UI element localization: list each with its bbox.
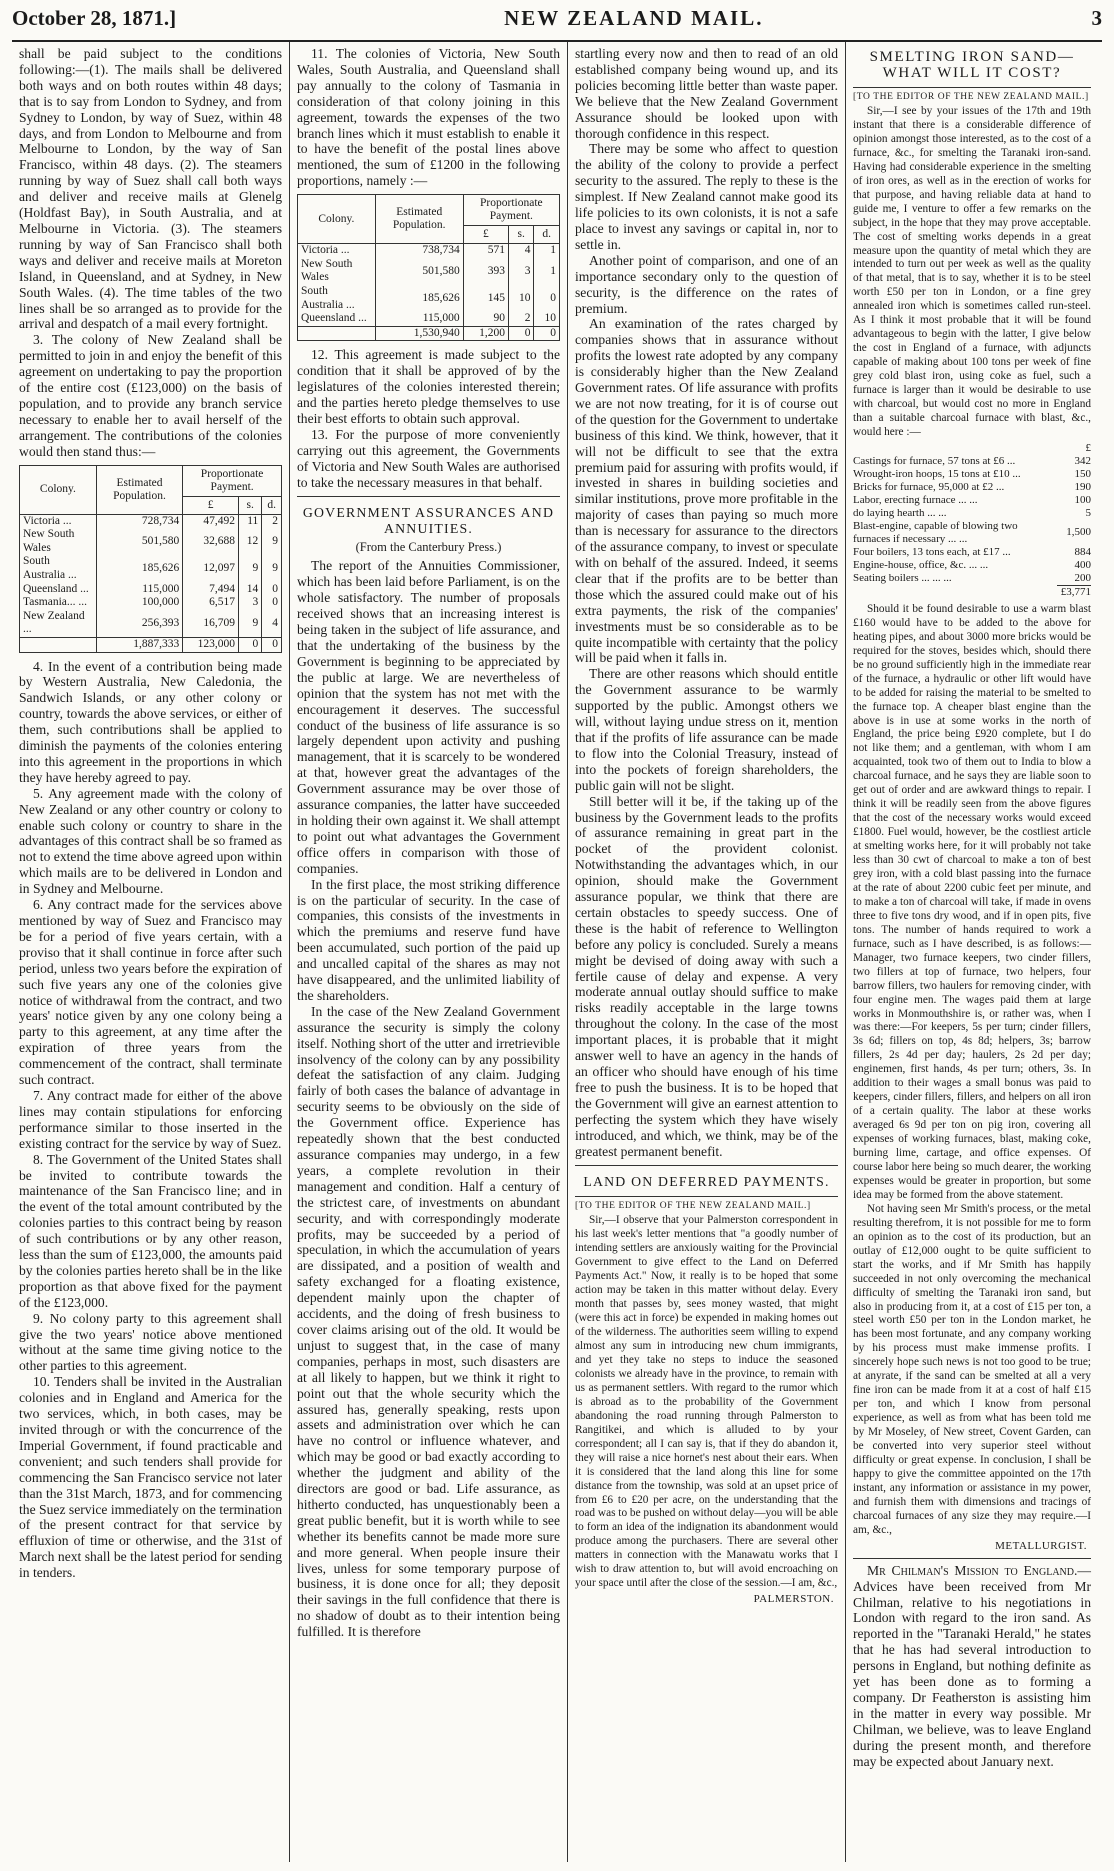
issue-date: October 28, 1871.] bbox=[12, 6, 177, 30]
article-paragraph: 8. The Government of the United States shall be invited to contribute towards the maintenance of the San Francisco line; and in the event of the total amount contributed by the colonies parties to this contract being by reason of such contributions or by any other reason, less than the sum of £123,000, the amounts paid by the colonies parties hereto shall be in the like proportion as that above fixed for the payment of the £123,000. bbox=[19, 1151, 282, 1310]
cell-shillings: 2 bbox=[508, 312, 533, 326]
cost-amount: 1,500 bbox=[1066, 526, 1091, 539]
cell-shillings-total: 0 bbox=[239, 637, 262, 652]
cell-pence: 9 bbox=[262, 528, 282, 555]
unit-pounds: £ bbox=[183, 496, 239, 514]
cost-item bbox=[853, 585, 1057, 599]
article-paragraph: 5. Any agreement made with the colony of New Zealand or any other country or colony to enable such colony or country to share in the advantages of this contract shall be so framed as not to extend the time above agreed upon within which mails are to be delivered in London and in Sydney and Melbourne. bbox=[19, 785, 282, 897]
cell-pounds: 16,709 bbox=[183, 610, 239, 638]
cell-colony: South Australia ... bbox=[20, 555, 97, 582]
cell-colony: Victoria ... bbox=[20, 514, 97, 528]
table-header-colony: Colony. bbox=[298, 195, 376, 244]
letter-address: [TO THE EDITOR OF THE NEW ZEALAND MAIL.] bbox=[575, 1201, 811, 1212]
cell-colony: Tasmania... ... bbox=[20, 596, 97, 610]
divider bbox=[853, 1558, 1091, 1559]
article-paragraph: 3. The colony of New Zealand shall be permitted to join in and enjoy the benefit of this agreement on undertaking to pay the proportion of the entire cost (£123,000) on the basis of population, and to provide any branch service necessary to enable her to avail herself of the arrangement. The contributions of the colonies would then stand thus:— bbox=[19, 332, 282, 459]
table-row bbox=[298, 285, 560, 312]
article-paragraph: There may be some who affect to question the ability of the colony to provide a perfect security to the assured. The reply to these is the simplest. If New Zealand cannot make good its life policies to its own colonists, it is not a safe place to invest any savings or capital in, nor to settle in. bbox=[575, 141, 838, 252]
cell-pounds: 47,492 bbox=[183, 514, 239, 528]
article-paragraph: In the first place, the most striking difference is on the particular of security. In the case of companies, this consists of the investments in which the premiums and reserve fund have been accumulated, such portion of the paid up and uncalled capital of the shares as may not have disappeared, and the unlimited liability of the shareholders. bbox=[297, 876, 560, 1003]
tasmania-payment-table bbox=[297, 194, 560, 341]
cost-item bbox=[853, 442, 1057, 455]
article-paragraph: An examination of the rates charged by companies shows that in assurance without profits the lowest rate adopted by any company is considerably higher than the New Zealand Government rates. Of life assurance with profits we are not now treating, for it is of course out of the question for the Government to undertake business of this kind. We think, however, that it will not be difficult to see that the extra premium paid for assuring with profits would, if invested in shares in building societies and similar institutions, prove more profitable in the majority of cases than paying so much more than is necessary for assurance to the directors of the assurance company, to invest or speculate with on behalf of the assured. Indeed, it seems clear that if the profits are to be better than those which the assured could make out of his extra payments, the risk of the companies' investments must be so considerable as to be quite incompatible with certainty that the policy will be paid when it falls in. bbox=[575, 316, 838, 666]
letter-paragraph: Not having seen Mr Smith's process, or the metal resulting therefrom, it is not possible for me to form an opinion as to the cost of its production, but an outlay of £12,000 ought to be quite sufficient to start the works, and if Mr Smith has happily succeeded in not only overcoming the mechanical difficulty of smelting the Taranaki iron sand, but also in producing from it, at a cost of £15 per ton, a steel worth £50 per ton in the London market, he has been most fortunate, and any company working by his process must make immense profits. I sincerely hope such news is not too good to be true; at anyrate, if the sand can be smelted at all a very fine iron can be made from it at a cost of half £15 per ton, and which I know from personal experience, as well as from what has been told me by Mr Moseley, of New street, Covent Garden, can be converted into very superior steel without difficulty or great expense. In conclusion, I shall be happy to give the committee appointed on the 17th instant, any information or assistance in my power, and furnish them with dimensions and tracings of charcoal furnaces of any size they may require.—I am, &c., bbox=[853, 1202, 1091, 1536]
article-paragraph: Still better will it be, if the taking up of the business by the Government leads to the profits of assurance remaining in great part in the pocket of the provident colonist. Notwithstanding the advantages which, in our opinion, should make the Government assurance popular, we think that there are certain obstacles to speedy success. One of these is the habit of reference to Wellington before any policy is concluded. Surely a means might be devised of doing away with such a fertile cause of delay and expense. A very moderate annual outlay should suffice to make risks readily acceptable in the large towns throughout the colony. In the case of the most important places, it is probable that it might answer well to have an agency in the hands of an officer who should have enough of his time free to push the business. It is to be hoped that the Government will give an earnest attention to perfecting the system which they have wisely introduced, and which, we think, may be of the greatest permanent benefit. bbox=[575, 793, 838, 1159]
page-number: 3 bbox=[1091, 6, 1102, 30]
cell-pounds-total: 123,000 bbox=[183, 637, 239, 652]
article-paragraph: 10. Tenders shall be invited in the Australian colonies and in England and America for the two services, which, in both cases, may be invited through or with the concurrence of the Imperial Government, if found practicable and convenient; and such tenders shall provide for commencing the San Francisco service not later than the 31st March, 1873, and for commencing the Suez service immediately on the termination of the present contract for that service by effluxion of time or otherwise, and the 31st of March next shall be the latest period for sending in tenders. bbox=[19, 1374, 282, 1581]
cost-item: do laying hearth ... ... bbox=[853, 506, 947, 519]
table-row bbox=[20, 583, 282, 597]
article-paragraph: 7. Any contract made for either of the above lines may contain stipulations for enforcing performance similar to those inserted in the existing contract for the service by way of Suez. bbox=[19, 1087, 282, 1151]
divider bbox=[297, 496, 560, 497]
masthead bbox=[12, 0, 1102, 42]
cell-pence: 0 bbox=[262, 583, 282, 597]
cell-pounds: 571 bbox=[463, 244, 508, 258]
cell-shillings: 12 bbox=[239, 528, 262, 555]
divider bbox=[575, 1165, 838, 1166]
cost-item: Four boilers, 13 tons each, at £17 ... bbox=[853, 545, 1011, 558]
cell-shillings: 3 bbox=[239, 596, 262, 610]
letter-paragraph: Sir,—I observe that your Palmerston correspondent in his last week's letter mentions that "a goodly number of intending settlers are anxiously waiting for the Provincial Government to give effect to the Land on Deferred Payments Act." Now, it really is to be hoped that some action may be taken in this matter without delay. Every month that passes by, sees money wasted, that might (were this act in force) be expended in making homes out of the wilderness. The authorities seem willing to expend almost any sum in introducing new chum immigrants, and yet they take no steps to induce the seasoned colonists we already have in the province, to remain with us as permanent settlers. With regard to the rumor which is abroad as to the probability of the Government abandoning the road running through Palmerston to Rangitikei, and which is alluded to by your correspondent; all I can say is, that if they do abandon it, they will raise a nice hornet's nest about their ears. When it is considered that the land along this line for some distance from the township, was sold at an upset price of from £6 to £20 per acre, on the understanding that the road was to be pushed on without delay—you will be able to form an idea of the indignation its abandonment would produce among the purchasers. There are several other matters in connection with the Manawatu works that I wish to draw attention to, but will avoid encroaching on your space until after the close of the session.—I am, &c., bbox=[575, 1214, 838, 1590]
letter-paragraph: Should it be found desirable to use a warm blast £160 would have to be added to the above for heating pipes, and about 3000 more bricks would be required for the stoves, besides which, should there be no ground sufficiently high in the immediate rear of the furnace, a hydraulic or other lift would have to be added for raising the material to be smelted to the furnace top. A cheaper blast engine than the above is in use at some works in the north of England, the price being £920 complete, but I do not like them; and a gentleman, with whom I am acquainted, took two of them out to India to blow a charcoal furnace, and he says they are liable soon to get out of order and are awkward things to repair. I think it will be readily seen from the above figures that the cost of the necessary works would exceed £1800. Fuel would, however, be the costliest article at smelting works here, for it will probably not take less than 30 cwt of charcoal to make a ton of best grey iron, with a cold blast passing into the furnace at the rate of about 2200 cubic feet per minute, and to make a ton of charcoal will take, if made in ovens three to five tons dry wood, and if in open pits, five tons. The number of hands required to work a furnace, such as I have described, is as follows:—Manager, two furnace keepers, two cinder fillers, two fillers at top of furnace, two helpers, four barrow fillers, two haulers for removing cinder, with four engine men. The wages paid them at large works in Monmouthshire is, or rather was, when I was there:—For keepers, 5s per turn; cinder fillers, 3s 6d; fillers on top, 4s 8d; helpers, 3s; barrow fillers, 2s 4d per day; haulers, 2s 2d per day; enginemen, first hands, 4s per turn; others, 3s. In addition to their wages a small bonus was paid to keepers, cinder fillers, fillers, and helpers on all iron of a certain quality. The labor at these works averaged 6s 9d per ton on pig iron, covering all expenses of working furnaces, blast, making coke, burning lime, cartage, and office expenses. Of course labor here being so much dearer, the working expenses would be greater in proportion, but some idea may be formed from the above statement. bbox=[853, 602, 1091, 1201]
article-paragraph: shall be paid subject to the conditions following:—(1). The mails shall be delivered both ways and on both routes within 48 days; that is to say from London to Sydney, and from Sydney to London, by way of Suez, within 48 days, and from London to Melbourne and from Melbourne to London, by the way of San Francisco, within 48 days. (2). The steamers running by way of Suez shall call both ways and deliver and receive mails at Glenelg (Holdfast Bay), in South Australia, and at Melbourne in Victoria. (3). The steamers running by way of San Francisco shall both ways and deliver and receive mails at Moreton Island, in Queensland, and at Sydney, in New South Wales. (4). The time tables of the two lines shall be so arranged as to provide for the arrival and despatch of a mail every fortnight. bbox=[19, 46, 282, 332]
table-row bbox=[20, 528, 282, 555]
table-row bbox=[298, 312, 560, 326]
article-paragraph: 9. No colony party to this agreement shall give the two years' notice above mentioned without at the same time giving notice to the other parties to this agreement. bbox=[19, 1310, 282, 1374]
cell-colony bbox=[20, 637, 97, 652]
letter-address: [TO THE EDITOR OF THE NEW ZEALAND MAIL.] bbox=[853, 92, 1089, 102]
cell-population: 728,734 bbox=[96, 514, 182, 528]
cell-population: 501,580 bbox=[96, 528, 182, 555]
cell-colony: New South Wales bbox=[298, 258, 376, 285]
cell-shillings: 14 bbox=[239, 583, 262, 597]
table-row bbox=[853, 494, 1091, 507]
article-paragraph: 12. This agreement is made subject to the condition that it shall be approved of by the legislatures of the colonies interested therein; and the parties hereto pledge themselves to use their best efforts to obtain such approval. bbox=[297, 347, 560, 426]
cell-colony: Queensland ... bbox=[298, 312, 376, 326]
article-paragraph: 6. Any contract made for the services above mentioned by way of Suez and Francisco may be for a period of five years certain, with a proviso that it shall continue in force after such period, unless two years before the expiration of such five years any one of the colonies give notice of withdrawal from the contract, and two years' notice given by any one colony being a party to this agreement, at any time after the expiration of three years from the commencement of the contract, shall terminate such contract. bbox=[19, 897, 282, 1088]
column-2 bbox=[290, 42, 568, 1862]
cell-pounds: 12,097 bbox=[183, 555, 239, 582]
table-row bbox=[20, 596, 282, 610]
cell-pence: 2 bbox=[262, 514, 282, 528]
cell-pence: 0 bbox=[534, 285, 560, 312]
news-item-body: —Advices have been received from Mr Chilman, relative to his negotiations in London with regard to the iron sand. As reported in the "Taranaki Herald," he states that he has had several introduction to persons in England, but nothing definite as yet has been done as to forming a company. Dr Featherston is assisting him in the matter in every way possible. Mr Chilman, we believe, was to leave England during the present month, and therefore may be expected about January next. bbox=[853, 1562, 1091, 1769]
cell-pence: 4 bbox=[262, 610, 282, 638]
cell-pounds: 6,517 bbox=[183, 596, 239, 610]
article-paragraph: The report of the Annuities Commissioner, which has been laid before Parliament, is on the whole satisfactory. The number of proposals received shows that an increasing interest is being taken in the subject of life assurance, and that the undertaking of the business by the Government is beginning to be appreciated by the public at large. We are nevertheless of opinion that the system has not met with the encouragement it deserves. The successful conduct of the business of life assurance is so largely dependent upon activity and pushing management, that it is scarcely to be wondered at that, however great the advantages of the Government assurance may be over those of assurance companies, the latter have succeeded in holding their own against it. We shall attempt to point out what advantages the Government office offers in comparison with those of companies. bbox=[297, 558, 560, 876]
table-row bbox=[298, 244, 560, 258]
cost-item: Bricks for furnace, 95,000 at £2 ... bbox=[853, 480, 1005, 493]
letter-paragraph: Sir,—I see by your issues of the 17th and 19th instant that there is a considerable difference of opinion amongst those interested, as to the cost of a furnace, &c., for smelting the Taranaki iron-sand. Having had considerable experience in the smelting of iron ores, as well as in the erection of works for that purpose, and having reliable data at hand to guide me, I venture to offer a few remarks on the subject, in the hope that they may prove acceptable. The cost of smelting works depends in a great measure upon the quantity of metal which they are intended to turn out per week as well as the quality of that metal, that is to say, whether it is to be steel worth £50 per ton in London, or a fine grey annealed iron which is sometimes called run-steel. As I think it most probable that it will be found advantageous to begin with the latter, I give below the cost in England of a furnace, with adjuncts capable of making about 100 tons per week of fine grey cold blast iron, using coke as fuel, such a furnace is larger than it would be desirable to use with charcoal, but would cost no more in England than a suitable charcoal furnace with blast, &c., would here :— bbox=[853, 105, 1091, 438]
news-item bbox=[853, 1563, 1091, 1770]
cell-pence: 9 bbox=[262, 555, 282, 582]
table-header-colony: Colony. bbox=[20, 465, 97, 514]
cost-item: Castings for furnace, 57 tons at £6 ... bbox=[853, 454, 1016, 467]
cell-shillings: 3 bbox=[508, 258, 533, 285]
letter-signature: PALMERSTON. bbox=[753, 1593, 834, 1606]
cell-population: 185,626 bbox=[96, 555, 182, 582]
article-paragraph: 11. The colonies of Victoria, New South Wales, South Australia, and Queensland shall pay annually to the colony of Tasmania in consideration of that colony joining in this agreement, towards the expenses of the two branch lines which it must establish to enable it to have the benefit of the postal lines above mentioned, the sum of £1200 in the following proportions, namely :— bbox=[297, 46, 560, 189]
cost-item: Engine-house, office, &c. ... ... bbox=[853, 558, 989, 571]
cell-pounds: 90 bbox=[463, 312, 508, 326]
cell-population: 738,734 bbox=[375, 244, 463, 258]
cell-population: 185,626 bbox=[375, 285, 463, 312]
unit-shillings: s. bbox=[239, 496, 262, 514]
cell-pence: 10 bbox=[534, 312, 560, 326]
cost-amount: 884 bbox=[1074, 545, 1091, 558]
table-row bbox=[20, 514, 282, 528]
table-header-population: Estimated Population. bbox=[375, 195, 463, 244]
cell-colony: Victoria ... bbox=[298, 244, 376, 258]
newspaper-title: NEW ZEALAND MAIL. bbox=[504, 6, 764, 30]
cell-population: 501,580 bbox=[375, 258, 463, 285]
table-total-row bbox=[298, 326, 560, 341]
letter-signature: METALLURGIST. bbox=[995, 1539, 1087, 1552]
contribution-table bbox=[19, 465, 282, 653]
table-row bbox=[20, 610, 282, 638]
column-3 bbox=[568, 42, 846, 1862]
table-total-row bbox=[20, 637, 282, 652]
article-paragraph: startling every now and then to read of an old established company being wound up, and its policies becoming little better than waste paper. We believe that the New Zealand Government Assurance should be looked upon with thorough confidence in this respect. bbox=[575, 46, 838, 141]
cell-population: 256,393 bbox=[96, 610, 182, 638]
table-row bbox=[853, 455, 1091, 468]
cell-shillings: 4 bbox=[508, 244, 533, 258]
cell-shillings: 9 bbox=[239, 610, 262, 638]
furnace-cost-table bbox=[853, 442, 1091, 599]
unit-pence: d. bbox=[534, 226, 560, 244]
cell-shillings-total: 0 bbox=[508, 326, 533, 341]
cost-amount: 190 bbox=[1074, 480, 1091, 493]
cell-shillings: 9 bbox=[239, 555, 262, 582]
cell-pounds: 145 bbox=[463, 285, 508, 312]
table-row bbox=[853, 572, 1091, 586]
cell-pence: 1 bbox=[534, 258, 560, 285]
cell-pounds: 32,688 bbox=[183, 528, 239, 555]
cell-pence-total: 0 bbox=[534, 326, 560, 341]
table-row bbox=[853, 559, 1091, 572]
table-row bbox=[853, 468, 1091, 481]
cost-item: Seating boilers ... ... ... bbox=[853, 572, 952, 585]
cost-item: Blast-engine, capable of blowing two furnaces if necessary ... ... bbox=[853, 519, 1018, 545]
article-heading: GOVERNMENT ASSURANCES AND ANNUITIES. bbox=[302, 505, 555, 537]
cost-unit: £ bbox=[1085, 441, 1091, 454]
table-header-population: Estimated Population. bbox=[96, 465, 182, 514]
article-heading: SMELTING IRON SAND—WHAT WILL IT COST? bbox=[869, 49, 1075, 81]
cell-pence: 0 bbox=[262, 596, 282, 610]
cell-pence-total: 0 bbox=[262, 637, 282, 652]
table-total-row bbox=[853, 585, 1091, 599]
table-row bbox=[853, 520, 1091, 546]
table-row bbox=[20, 555, 282, 582]
cost-total: £3,771 bbox=[1057, 585, 1091, 599]
cell-population-total: 1,887,333 bbox=[96, 637, 182, 652]
cell-population: 115,000 bbox=[96, 583, 182, 597]
cell-colony: New South Wales bbox=[20, 528, 97, 555]
table-header-payment: Proportionate Payment. bbox=[183, 465, 282, 496]
unit-pence: d. bbox=[262, 496, 282, 514]
cost-amount: 100 bbox=[1074, 493, 1091, 506]
article-paragraph: There are other reasons which should entitle the Government assurance to be warmly supported by the public. Amongst others we will, without laying undue stress on it, mention that if the profits of life assurance can be made to flow into the Colonial Treasury, instead of into the pockets of foreign shareholders, the public gain will not be slight. bbox=[575, 666, 838, 793]
cell-shillings: 11 bbox=[239, 514, 262, 528]
cost-amount: 150 bbox=[1074, 467, 1091, 480]
unit-pounds: £ bbox=[463, 226, 508, 244]
article-paragraph: In the case of the New Zealand Government assurance the security is simply the colony itself. Nothing short of the utter and irretrievible insolvency of the colony can by any possibility defeat the satisfaction of any claim. Judging fairly of both cases the balance of advantage in security seems to be obviously on the side of the Government office. Experience has repeatedly shown that the best conducted assurance companies may undergo, in a few years, a complete revolution in their management and condition. Half a century of the strictest care, of investments on abundant security, and with correspondingly moderate profits, may be succeeded by a period of speculation, in which the accumulation of years are dissipated, and a position of wealth and safety exchanged for a floating existence, dependent mainly upon the chapter of accidents, and the doing of fresh business to cover claims arising out of the old. It would be unjust to suggest that, in the case of many companies, perhaps in most, such disasters are at all likely to happen, but we think it right to point out that the whole security which the assured has, generally speaking, rests upon assets and administration over which he can have no control or influence whatever, and which may be good or bad exactly according to whether the judgment and ability of the directors are good or bad. Life assurance, as hitherto conducted, has unquestionably been a great public benefit, but it is worth while to see whether its benefits cannot be made more sure and more general. When people insure their lives, unless for some temporary purpose of business, it is done once for all; they deposit their savings in the full confidence that there is no shadow of doubt as to their intention being fulfilled. It is therefore bbox=[297, 1003, 560, 1640]
unit-shillings: s. bbox=[508, 226, 533, 244]
table-row bbox=[853, 546, 1091, 559]
cell-pence: 1 bbox=[534, 244, 560, 258]
cell-pounds: 7,494 bbox=[183, 583, 239, 597]
cost-amount: 400 bbox=[1074, 558, 1091, 571]
cell-population-total: 1,530,940 bbox=[375, 326, 463, 341]
table-row bbox=[298, 258, 560, 285]
article-paragraph: 4. In the event of a contribution being made by Western Australia, New Caledonia, the Sandwich Islands, or any other colony or country, towards the above services, or either of them, such contributions shall be applied to diminish the payments of the colonies entering into this agreement in the proportions in which they have hereby agreed to pay. bbox=[19, 658, 282, 785]
cost-amount: 200 bbox=[1074, 571, 1091, 584]
cost-item: Labor, erecting furnace ... ... bbox=[853, 493, 978, 506]
cell-colony: South Australia ... bbox=[298, 285, 376, 312]
article-paragraph: Another point of comparison, and one of an importance secondary only to the question of security, is the difference on the rates of premium. bbox=[575, 252, 838, 316]
cost-item: Wrought-iron hoops, 15 tons at £10 ... bbox=[853, 467, 1021, 480]
divider bbox=[853, 87, 1091, 88]
article-paragraph: 13. For the purpose of more conveniently carrying out this agreement, the Governments of Victoria and New South Wales are authorised to take the necessary measures in that behalf. bbox=[297, 426, 560, 490]
cell-shillings: 10 bbox=[508, 285, 533, 312]
cell-population: 115,000 bbox=[375, 312, 463, 326]
news-item-lead: Mr Chilman's Mission to England. bbox=[867, 1562, 1078, 1578]
cost-amount: 342 bbox=[1074, 454, 1091, 467]
cell-colony: New Zealand ... bbox=[20, 610, 97, 638]
cell-colony bbox=[298, 326, 376, 341]
cell-colony: Queensland ... bbox=[20, 583, 97, 597]
article-source: (From the Canterbury Press.) bbox=[355, 540, 502, 555]
cell-pounds: 393 bbox=[463, 258, 508, 285]
table-row bbox=[853, 481, 1091, 494]
article-heading: LAND ON DEFERRED PAYMENTS. bbox=[583, 1174, 830, 1190]
table-header-payment: Proportionate Payment. bbox=[463, 195, 559, 226]
cell-pounds-total: 1,200 bbox=[463, 326, 508, 341]
cell-population: 100,000 bbox=[96, 596, 182, 610]
table-row bbox=[853, 507, 1091, 520]
column-4 bbox=[846, 42, 1098, 1862]
cost-amount: 5 bbox=[1085, 506, 1091, 519]
divider bbox=[575, 1196, 838, 1197]
columns bbox=[12, 42, 1102, 1862]
column-1 bbox=[12, 42, 290, 1862]
